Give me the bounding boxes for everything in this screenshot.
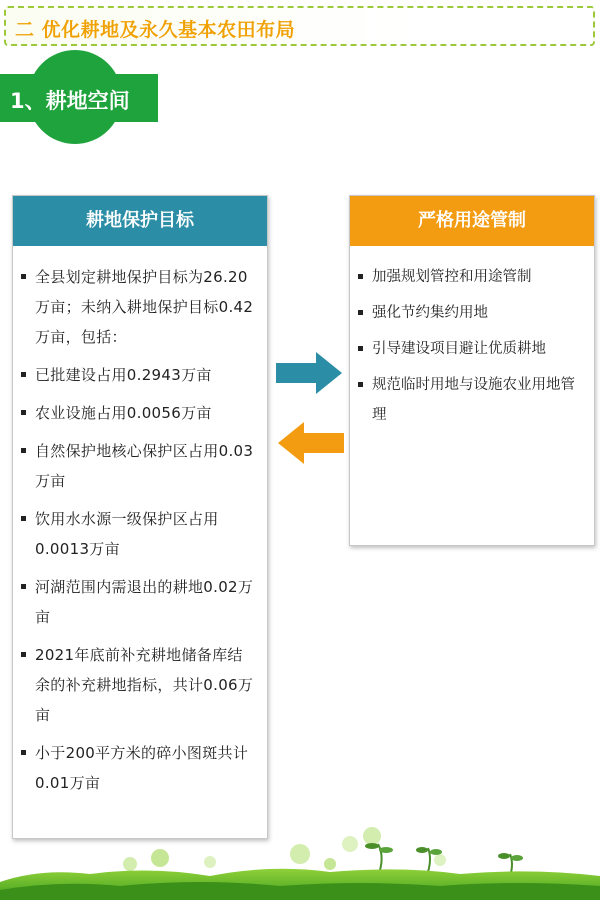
subheading-label: 1、耕地空间 bbox=[10, 89, 130, 113]
list-item bbox=[13, 504, 267, 564]
list-item-text: 河湖范围内需退出的耕地0.02万亩 bbox=[35, 578, 254, 626]
section-header bbox=[4, 6, 595, 46]
list-item-text: 加强规划管控和用途管制 bbox=[372, 269, 532, 285]
list-item-text: 小于200平方米的碎小图斑共计0.01万亩 bbox=[35, 744, 249, 792]
list-item bbox=[350, 298, 594, 328]
bullet-icon bbox=[21, 652, 26, 657]
list-item-text: 饮用水水源一级保护区占用0.0013万亩 bbox=[35, 510, 219, 558]
list-item bbox=[13, 572, 267, 632]
land-use-control-list bbox=[350, 246, 594, 430]
list-item-text: 强化节约集约用地 bbox=[372, 305, 488, 321]
list-item bbox=[350, 262, 594, 292]
list-item-text: 引导建设项目避让优质耕地 bbox=[372, 341, 546, 357]
bullet-icon bbox=[21, 372, 26, 377]
bullet-icon bbox=[21, 274, 26, 279]
land-use-control-panel bbox=[349, 195, 595, 546]
list-item bbox=[13, 398, 267, 428]
arrow-right-icon bbox=[276, 352, 342, 394]
farmland-protection-panel bbox=[12, 195, 268, 839]
list-item-text: 规范临时用地与设施农业用地管理 bbox=[372, 377, 575, 423]
farmland-protection-title: 耕地保护目标 bbox=[13, 196, 267, 246]
bullet-icon bbox=[21, 410, 26, 415]
list-item-text: 2021年底前补充耕地储备库结余的补充耕地指标，共计0.06万亩 bbox=[35, 646, 254, 724]
list-item-text: 农业设施占用0.0056万亩 bbox=[35, 404, 212, 422]
arrow-left-icon bbox=[278, 422, 344, 464]
bullet-icon bbox=[358, 346, 363, 351]
list-item bbox=[350, 370, 594, 430]
bullet-icon bbox=[21, 584, 26, 589]
bullet-icon bbox=[358, 382, 363, 387]
list-item bbox=[13, 360, 267, 390]
list-item bbox=[13, 262, 267, 352]
bullet-icon bbox=[358, 310, 363, 315]
grass-decoration bbox=[0, 820, 600, 900]
bullet-icon bbox=[21, 516, 26, 521]
list-item bbox=[13, 640, 267, 730]
farmland-protection-list bbox=[13, 246, 267, 798]
bullet-icon bbox=[21, 750, 26, 755]
bullet-icon bbox=[358, 274, 363, 279]
list-item bbox=[13, 436, 267, 496]
list-item-text: 自然保护地核心保护区占用0.03万亩 bbox=[35, 442, 254, 490]
list-item bbox=[13, 738, 267, 798]
section-title: 二 优化耕地及永久基本农田布局 bbox=[15, 19, 296, 41]
list-item-text: 全县划定耕地保护目标为26.20万亩；未纳入耕地保护目标0.42万亩，包括： bbox=[35, 268, 254, 346]
subheading-badge bbox=[0, 50, 170, 150]
list-item bbox=[350, 334, 594, 364]
bullet-icon bbox=[21, 448, 26, 453]
list-item-text: 已批建设占用0.2943万亩 bbox=[35, 366, 212, 384]
land-use-control-title: 严格用途管制 bbox=[350, 196, 594, 246]
